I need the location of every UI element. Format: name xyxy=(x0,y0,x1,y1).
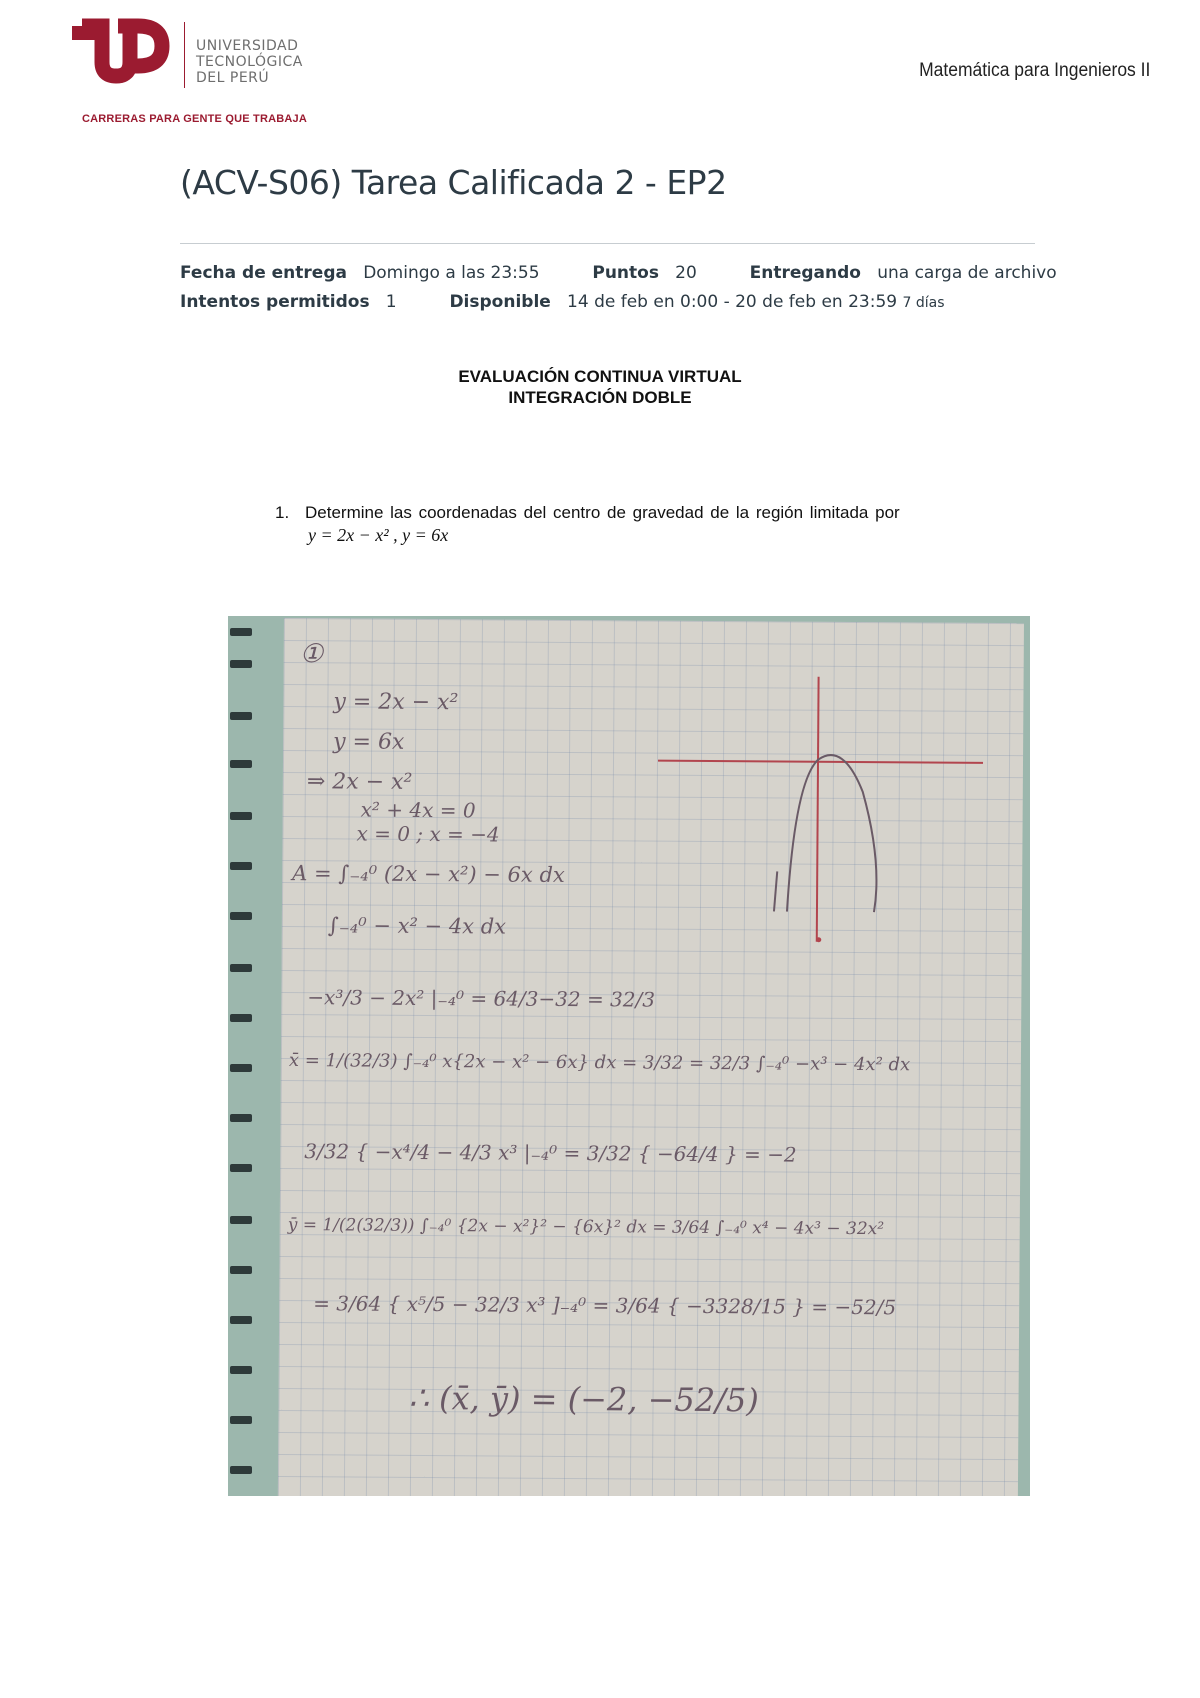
logo-line-2: TECNOLÓGICA xyxy=(196,54,303,70)
spiral-ring xyxy=(230,712,252,720)
due-label: Fecha de entrega xyxy=(180,263,347,283)
hw-line-2: y = 6x xyxy=(333,729,405,755)
question-text: Determine las coordenadas del centro de gravedad de la región limitada por xyxy=(305,503,900,522)
spiral-ring xyxy=(230,1316,252,1324)
spiral-ring xyxy=(230,964,252,972)
university-logo xyxy=(72,14,332,134)
available-label: Disponible xyxy=(449,292,551,312)
points-value: 20 xyxy=(675,263,697,283)
notebook-page xyxy=(278,618,1024,1496)
spiral-ring xyxy=(230,1164,252,1172)
spiral-ring xyxy=(230,912,252,920)
hw-line-8: −x³/3 − 2x² |₋₄⁰ = 64/3−32 = 32/3 xyxy=(307,985,656,1012)
parabola-curve xyxy=(787,755,877,912)
assignment-meta-row-2 xyxy=(180,292,945,312)
handwritten-work xyxy=(278,618,1024,1496)
graph-sketch xyxy=(657,676,984,944)
hw-line-13: ∴ (x̄, ȳ) = (−2, −52/5) xyxy=(408,1378,759,1420)
solution-photo xyxy=(228,616,1030,1496)
points-label: Puntos xyxy=(592,263,659,283)
spiral-ring xyxy=(230,760,252,768)
section-heading: EVALUACIÓN CONTINUA VIRTUAL xyxy=(458,367,742,386)
curve-tick xyxy=(774,871,777,911)
due-value: Domingo a las 23:55 xyxy=(363,263,540,283)
hw-line-3: ⇒ 2x − x² xyxy=(306,769,413,795)
available-value: 14 de feb en 0:00 - 20 de feb en 23:59 xyxy=(567,292,898,312)
spiral-ring xyxy=(230,1366,252,1374)
question-equations: y = 2x − x² , y = 6x xyxy=(308,525,449,545)
available-days: 7 días xyxy=(902,295,945,311)
spiral-ring xyxy=(230,1014,252,1022)
spiral-ring xyxy=(230,660,252,668)
attempts-value: 1 xyxy=(385,292,397,312)
hw-item-number: ① xyxy=(299,639,324,670)
course-name: Matemática para Ingenieros II xyxy=(918,60,1150,81)
axis-dot xyxy=(816,937,821,942)
question-number: 1. xyxy=(275,503,290,522)
hw-line-10: 3/32 { −x⁴/4 − 4/3 x³ |₋₄⁰ = 3/32 { −64/4 } = −2 xyxy=(304,1139,797,1167)
hw-line-4: x² + 4x = 0 xyxy=(360,797,476,823)
spiral-ring xyxy=(230,1466,252,1474)
attempts-label: Intentos permitidos xyxy=(180,292,370,312)
utp-logo-mark xyxy=(72,14,182,104)
logo-divider xyxy=(184,22,185,88)
hw-line-9: x̄ = 1/(32/3) ∫₋₄⁰ x{2x − x² − 6x} dx = 3/32 = 32/3 ∫₋₄⁰ −x³ − 4x² dx xyxy=(288,1050,911,1076)
hw-line-5: x = 0 ; x = −4 xyxy=(356,821,500,847)
logo-line-1: UNIVERSIDAD xyxy=(196,38,299,54)
hw-line-7: ∫₋₄⁰ − x² − 4x dx xyxy=(327,913,507,939)
title-divider xyxy=(180,243,1035,244)
hw-line-1: y = 2x − x² xyxy=(333,689,459,716)
spiral-ring xyxy=(230,1114,252,1122)
spiral-ring xyxy=(230,628,252,636)
y-axis xyxy=(817,677,819,942)
spiral-ring xyxy=(230,862,252,870)
section-subheading: INTEGRACIÓN DOBLE xyxy=(508,388,692,407)
spiral-ring xyxy=(230,1416,252,1424)
submitting-value: una carga de archivo xyxy=(877,263,1057,283)
x-axis xyxy=(658,761,983,763)
assignment-title: (ACV-S06) Tarea Calificada 2 - EP2 xyxy=(180,163,727,202)
logo-slogan: CARRERAS PARA GENTE QUE TRABAJA xyxy=(82,113,307,125)
spiral-ring xyxy=(230,1064,252,1072)
spiral-ring xyxy=(230,1216,252,1224)
submitting-label: Entregando xyxy=(749,263,861,283)
assignment-meta-row-1 xyxy=(180,263,1057,283)
hw-line-11: ȳ = 1/(2(32/3)) ∫₋₄⁰ {2x − x²}² − {6x}² dx = 3/64 ∫₋₄⁰ x⁴ − 4x³ − 32x² xyxy=(287,1215,885,1240)
hw-line-6: A = ∫₋₄⁰ (2x − x²) − 6x dx xyxy=(292,861,565,887)
spiral-ring xyxy=(230,812,252,820)
spiral-ring xyxy=(230,1266,252,1274)
logo-line-3: DEL PERÚ xyxy=(196,70,270,86)
hw-line-12: = 3/64 { x⁵/5 − 32/3 x³ ]₋₄⁰ = 3/64 { −3328/15 } = −52/5 xyxy=(313,1291,897,1320)
